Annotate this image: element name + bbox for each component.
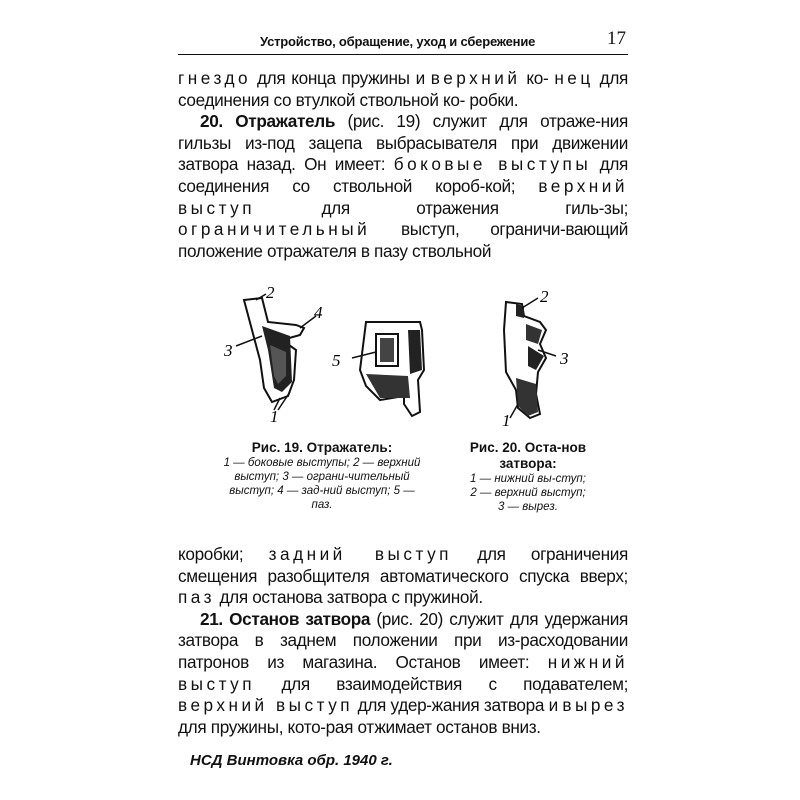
fig19-reflector-side-drawing [236,294,316,410]
fig19-label-4: 4 [314,303,323,322]
fig19-label-3: 3 [224,341,233,360]
fig19-caption-body: 1 — боковые выступы; 2 — верхний выступ; 3 — ограни-чительный выступ; 4 — зад-ний выступ; 5 — паз. [223,457,421,511]
fig20-caption-title: Рис. 20. Оста-нов затвора: [469,440,587,471]
fig19-label-5: 5 [332,351,341,370]
fig19-caption-title: Рис. 19. Отражатель: [251,440,393,455]
fig20-bolt-stop-drawing [504,298,556,418]
paragraph-20-heading: 20. Отражатель [200,111,336,132]
fig19-label-1: 1 [270,407,279,426]
bottom-text [178,544,628,738]
page-number: 17 [607,28,626,49]
paragraph-21: 21. Останов затвора (рис. 20) служит для удержания затвора в заднем положении при из-расходовании патронов из магазина. Останов имеет: нижний выступ для взаимодействия с подавателем; верхний выступ для удер-жания затвора и вырез для пружины, кото-рая отжимает останов вниз. [178,608,628,737]
paragraph-continuation: гнездо для конца пружины и верхний ко- нец для соединения со втулкой ствольной ко- робки. [178,68,628,110]
fig19-reflector-front-drawing [352,322,424,416]
footer-signature: НСД Винтовка обр. 1940 г. [190,752,393,769]
fig20-label-1: 1 [502,411,511,430]
fig19-label-2: 2 [266,283,275,302]
paragraph-21-heading: 21. Останов затвора [200,608,371,629]
header-title: Устройство, обращение, уход и сбережение [260,34,536,49]
fig20-label-3: 3 [560,349,569,368]
paragraph-continuation-2: коробки; задний выступ для ограничения смещения разобщителя автоматического спуска вверх; паз для останова затвора с пружиной. [178,544,628,608]
fig20-caption-body: 1 — нижний вы-ступ; 2 — верхний выступ; 3 — вырез. [470,473,586,513]
fig19-caption [222,440,422,512]
fig20-caption [466,440,590,514]
fig20-label-2: 2 [540,287,549,306]
paragraph-20: 20. Отражатель (рис. 19) служит для отраже-ния гильзы из-под зацепа выбрасывателя при движении затвора назад. Он имеет: боковые выступы для соединения со ствольной короб-кой; верхний выступ для отражения гиль-зы; ограничительный выступ, ограничи-вающий положение отражателя в пазу ствольной [178,111,628,261]
